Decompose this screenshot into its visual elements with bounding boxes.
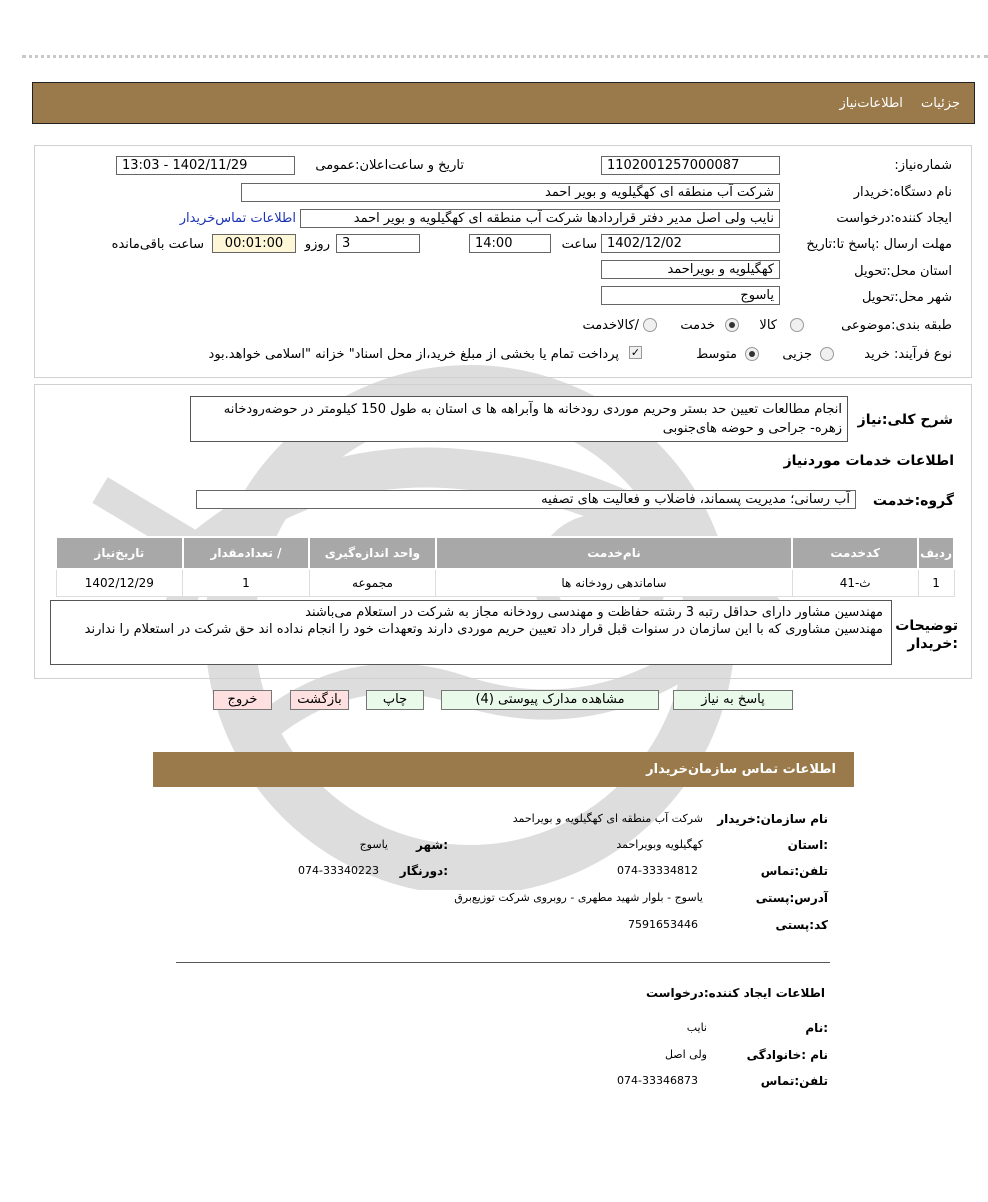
back-button[interactable]: بازگشت	[290, 690, 349, 710]
exit-button[interactable]: خروج	[213, 690, 272, 710]
payment-note: پرداخت تمام یا بخشی از مبلغ خرید،از محل اسناد" خزانه "اسلامی خواهد.بود	[208, 347, 619, 362]
need-info-panel	[34, 145, 972, 378]
deadline-date-field: 1402/12/02	[601, 234, 780, 253]
col-row: ردیف	[918, 537, 954, 569]
announce-field: 1402/11/29 - 13:03	[116, 156, 295, 175]
page-header	[32, 82, 975, 124]
fax-value: 074-33340223	[298, 864, 379, 877]
radio-minor[interactable]	[820, 347, 834, 361]
tab-need-info[interactable]: اطلاعات‌نیاز	[839, 96, 903, 111]
category-label: طبقه بندی:موضوعی	[841, 318, 952, 333]
name-label: :نام	[805, 1021, 828, 1035]
family-value: ولی اصل	[664, 1048, 707, 1061]
payment-checkbox[interactable]: ✓	[630, 346, 641, 359]
contact-province-label: :استان	[787, 838, 828, 852]
cell-name: ساماندهی رودخانه ها	[436, 569, 792, 597]
contact-province-value: کهگیلویه وبویراحمد	[616, 838, 703, 851]
cell-row: 1	[918, 569, 954, 597]
print-button[interactable]: چاپ	[366, 690, 424, 710]
notes-line-2: مهندسین مشاوری که با این سازمان در سنوات قبل قرار داد تعیین حریم موردی دارند وتعهدات خود را انجام نداده اند حق شرکت در استعلام را ندارند	[84, 622, 883, 637]
top-dotted-divider	[22, 55, 988, 58]
province-label: استان محل:تحویل	[854, 264, 952, 279]
address-value: یاسوج - بلوار شهید مطهری - روبروی شرکت توزیع‌برق	[454, 891, 703, 904]
cell-date: 1402/12/29	[56, 569, 183, 597]
cell-unit: مجموعه	[309, 569, 436, 597]
fax-label: :دورنگار	[399, 864, 448, 878]
contact-divider	[176, 962, 830, 963]
creator-title: اطلاعات ایجاد کننده:درخواست	[645, 986, 825, 1000]
table-row	[56, 569, 954, 597]
contact-title: اطلاعات تماس سازمان‌خریدار	[646, 762, 836, 777]
attachments-button[interactable]: مشاهده مدارک پیوستی (4)	[441, 690, 659, 710]
creator-field: نایب ولی اصل مدیر دفتر قراردادها شرکت آب منطقه ای کهگیلویه و بویر احمد	[300, 209, 780, 228]
radio-service-label: خدمت	[680, 318, 715, 333]
notes-line-1: مهندسین مشاور دارای حداقل رتبه 3 رشته حفاظت و مهندسی رودخانه مجاز به شرکت در استعلام می‌باشند	[305, 605, 883, 620]
deadline-label: مهلت ارسال :پاسخ تا:تاریخ	[806, 237, 952, 252]
postal-label: کد:پستی	[775, 918, 828, 932]
radio-medium[interactable]	[745, 347, 759, 361]
contact-header	[153, 752, 854, 787]
creator-label: ایجاد کننده‌:درخواست	[836, 211, 952, 226]
remaining-label: ساعت باقی‌مانده	[111, 237, 204, 252]
need-number-label: شماره‌نیاز:	[894, 158, 952, 173]
deadline-time-field: 14:00	[469, 234, 551, 253]
radio-medium-label: متوسط	[696, 347, 737, 362]
reply-button[interactable]: پاسخ به نیاز	[673, 690, 793, 710]
buyer-label: نام دستگاه‌:خریدار	[853, 185, 952, 200]
org-value: شرکت آب منطقه ای کهگیلویه و بویراحمد	[512, 812, 703, 825]
col-date: تاریخ‌نیاز	[56, 537, 183, 569]
radio-minor-label: جزیی	[782, 347, 812, 362]
radio-goods[interactable]	[790, 318, 804, 332]
buyer-contact-link[interactable]: اطلاعات تماس‌خریدار	[179, 211, 296, 226]
creator-phone-label: تلفن:تماس	[760, 1074, 828, 1088]
need-number-field: 1102001257000087	[601, 156, 780, 175]
radio-goods-label: کالا	[759, 318, 777, 333]
contact-city-value: یاسوج	[359, 838, 388, 851]
name-value: نایب	[686, 1021, 707, 1034]
cell-qty: 1	[183, 569, 309, 597]
phone-value: 074-33334812	[617, 864, 698, 877]
province-field: کهگیلویه و بویراحمد	[601, 260, 780, 279]
creator-phone-value: 074-33346873	[617, 1074, 698, 1087]
buyer-field: شرکت آب منطقه ای کهگیلویه و بویر احمد	[241, 183, 780, 202]
tab-details[interactable]: جزئیات	[921, 96, 960, 111]
col-name: نام‌خدمت	[436, 537, 792, 569]
notes-box	[50, 600, 892, 665]
process-label: نوع فرآیند: خرید	[864, 347, 952, 362]
radio-service[interactable]	[725, 318, 739, 332]
radio-goods-service-label: /کالاخدمت	[582, 318, 639, 333]
days-field: 3	[336, 234, 420, 253]
service-group-label: گروه:خدمت	[872, 493, 954, 509]
summary-label: شرح کلی:نیاز	[857, 412, 953, 428]
service-group-field: آب رسانی؛ مدیریت پسماند، فاضلاب و فعالیت های تصفیه	[196, 490, 856, 509]
radio-goods-service[interactable]	[643, 318, 657, 332]
announce-label: تاریخ و ساعت‌اعلان‌:عمومی	[315, 158, 464, 173]
days-label: روزو	[304, 237, 330, 252]
remaining-time-field: 00:01:00	[212, 234, 296, 253]
family-label: نام :خانوادگی	[746, 1048, 828, 1062]
org-label: نام سازمان:خریدار	[717, 812, 828, 826]
address-label: آدرس:پستی	[755, 891, 828, 905]
services-table	[55, 536, 955, 597]
time-label: ساعت	[561, 237, 597, 252]
notes-label: توضیحات :خریدار	[895, 618, 958, 652]
phone-label: تلفن:تماس	[760, 864, 828, 878]
city-label: شهر محل:تحویل	[862, 290, 952, 305]
services-title: اطلاعات خدمات موردنیاز	[783, 453, 954, 469]
col-code: کدخدمت	[792, 537, 918, 569]
postal-value: 7591653446	[628, 918, 698, 931]
summary-text: انجام مطالعات تعیین حد بستر وحریم موردی رودخانه ها وآبراهه ها ی استان به طول 150 کیلومتر در حوضه‌رودخانه زهره- جراحی و حوضه های‌جنوبی	[190, 396, 848, 442]
col-qty: / تعدادمقدار	[183, 537, 309, 569]
contact-city-label: :شهر	[416, 838, 448, 852]
col-unit: واحد اندازه‌گیری	[309, 537, 436, 569]
city-field: یاسوج	[601, 286, 780, 305]
cell-code: ث-41	[792, 569, 918, 597]
breadcrumb	[825, 96, 960, 111]
